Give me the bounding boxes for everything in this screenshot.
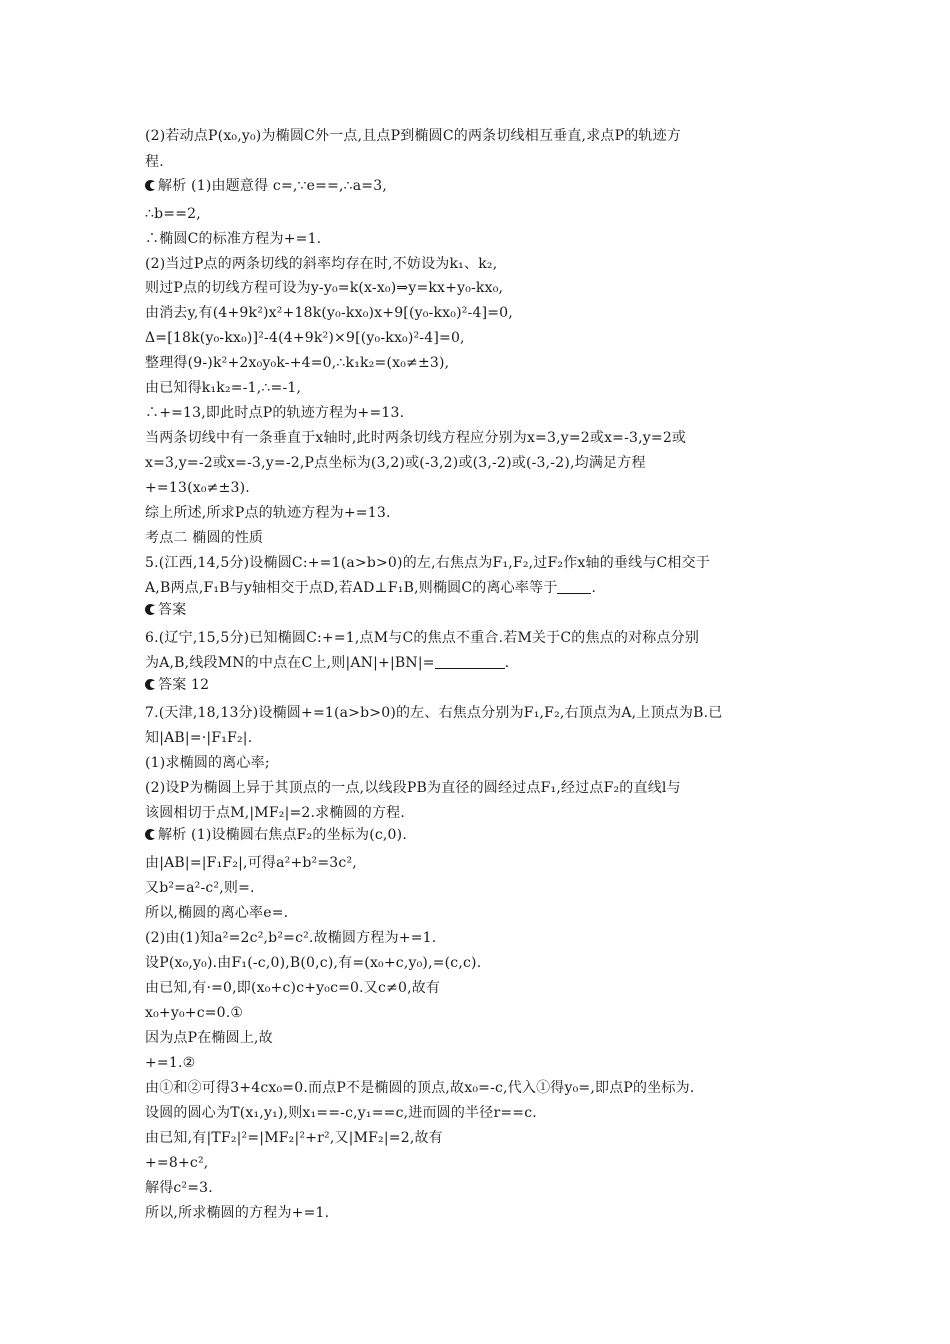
answer-blank bbox=[435, 654, 505, 669]
text-line bbox=[145, 1179, 213, 1197]
text-line bbox=[145, 230, 321, 248]
text-line bbox=[145, 954, 481, 972]
line-text: 答案 bbox=[158, 602, 187, 618]
text-line bbox=[145, 504, 391, 522]
text-line bbox=[145, 904, 288, 922]
line-text: 解析 (1)由题意得 c=,∵e==,∴a=3, bbox=[158, 178, 387, 194]
line-text: 综上所述,所求P点的轨迹方程为+=13. bbox=[145, 505, 391, 521]
line-text: (2)若动点P(x₀,y₀)为椭圆C外一点,且点P到椭圆C的两条切线相互垂直,求点P的轨迹方 bbox=[145, 128, 682, 144]
text-line bbox=[145, 676, 209, 694]
text-line bbox=[145, 929, 436, 947]
text-line bbox=[145, 1079, 694, 1097]
line-text: (1)求椭圆的离心率; bbox=[145, 755, 270, 771]
text-line bbox=[145, 205, 201, 223]
text-line bbox=[145, 804, 405, 822]
text-line bbox=[145, 754, 270, 772]
text-line bbox=[145, 529, 263, 547]
text-line bbox=[145, 454, 646, 472]
line-text: (2)当过P点的两条切线的斜率均存在时,不妨设为k₁、k₂, bbox=[145, 256, 498, 272]
line-text: 为A,B,线段MN的中点在C上,则|AN|+|BN|= bbox=[145, 655, 435, 671]
line-text: ∴+=13,即此时点P的轨迹方程为+=13. bbox=[145, 405, 405, 421]
text-line bbox=[145, 354, 449, 372]
line-text: 考点二 椭圆的性质 bbox=[145, 530, 264, 546]
line-text: 由①和②可得3+4cx₀=0.而点P不是椭圆的顶点,故x₀=-c,代入①得y₀=,即点P的坐标为. bbox=[145, 1080, 695, 1096]
text-line bbox=[145, 1129, 443, 1147]
line-text: 答案 12 bbox=[158, 677, 210, 693]
line-text: 由消去y,有(4+9k²)x²+18k(y₀-kx₀)x+9[(y₀-kx₀)²-4]=0, bbox=[145, 305, 513, 321]
text-line bbox=[145, 629, 699, 647]
text-line bbox=[145, 779, 681, 797]
line-text: 又b²=a²-c²,则=. bbox=[145, 880, 255, 896]
text-line bbox=[145, 1054, 195, 1072]
text-line bbox=[145, 429, 686, 447]
text-line bbox=[145, 654, 509, 672]
line-text: 当两条切线中有一条垂直于x轴时,此时两条切线方程应分别为x=3,y=2或x=-3,y=2或 bbox=[145, 430, 687, 446]
line-text: 整理得(9-)k²+2x₀y₀k-+4=0,∴k₁k₂=(x₀≠±3), bbox=[145, 355, 450, 371]
line-text-tail: . bbox=[591, 580, 597, 596]
line-text: 设P(x₀,y₀).由F₁(-c,0),B(0,c),有=(x₀+c,y₀),=(c,c). bbox=[145, 955, 482, 971]
text-line bbox=[145, 153, 164, 171]
line-text: 则过P点的切线方程可设为y-y₀=k(x-x₀)⇒y=kx+y₀-kx₀, bbox=[145, 280, 504, 296]
text-line bbox=[145, 1004, 243, 1022]
line-text: 解析 (1)设椭圆右焦点F₂的坐标为(c,0). bbox=[158, 827, 407, 843]
line-text: 由已知得k₁k₂=-1,∴=-1, bbox=[145, 380, 302, 396]
line-text: 该圆相切于点M,|MF₂|=2.求椭圆的方程. bbox=[145, 805, 406, 821]
text-line bbox=[145, 704, 722, 722]
line-text: ∴椭圆C的标准方程为+=1. bbox=[145, 231, 322, 247]
text-line bbox=[145, 554, 710, 572]
line-text: 知|AB|=·|F₁F₂|. bbox=[145, 730, 253, 746]
text-line bbox=[145, 479, 250, 497]
line-text: +=13(x₀≠±3). bbox=[145, 480, 250, 496]
line-text: 设圆的圆心为T(x₁,y₁),则x₁==-c,y₁==c,进而圆的半径r==c. bbox=[145, 1105, 537, 1121]
answer-blank bbox=[557, 579, 591, 594]
line-text-tail: . bbox=[504, 655, 510, 671]
text-line bbox=[145, 177, 387, 195]
line-text: 解得c²=3. bbox=[145, 1180, 213, 1196]
line-text: (2)由(1)知a²=2c²,b²=c².故椭圆方程为+=1. bbox=[145, 930, 437, 946]
text-line bbox=[145, 1204, 329, 1222]
text-line bbox=[145, 304, 513, 322]
line-text: 5.(江西,14,5分)设椭圆C:+=1(a>b>0)的左,右焦点为F₁,F₂,过F₂作x轴的垂线与C相交于 bbox=[145, 555, 711, 571]
line-text: x=3,y=-2或x=-3,y=-2,P点坐标为(3,2)或(-3,2)或(3,-2)或(-3,-2),均满足方程 bbox=[145, 455, 646, 471]
line-text: 由已知,有|TF₂|²=|MF₂|²+r²,又|MF₂|=2,故有 bbox=[145, 1130, 443, 1146]
line-text: A,B两点,F₁B与y轴相交于点D,若AD⊥F₁B,则椭圆C的离心率等于 bbox=[145, 580, 558, 596]
text-line bbox=[145, 127, 681, 145]
line-text: +=1.② bbox=[145, 1055, 196, 1071]
text-line bbox=[145, 255, 497, 273]
text-line bbox=[145, 729, 252, 747]
line-text: 6.(辽宁,15,5分)已知椭圆C:+=1,点M与C的焦点不重合.若M关于C的焦点的对称点分别 bbox=[145, 630, 700, 646]
text-line bbox=[145, 1104, 537, 1122]
text-line bbox=[145, 879, 255, 897]
text-line bbox=[145, 579, 596, 597]
line-text: Δ=[18k(y₀-kx₀)]²-4(4+9k²)×9[(y₀-kx₀)²-4]=0, bbox=[145, 330, 465, 346]
answer-marker-icon bbox=[145, 180, 156, 191]
line-text: 因为点P在椭圆上,故 bbox=[145, 1030, 273, 1046]
line-text: 程. bbox=[145, 154, 164, 170]
text-line bbox=[145, 826, 407, 844]
line-text: +=8+c², bbox=[145, 1155, 209, 1171]
text-line bbox=[145, 279, 503, 297]
text-line bbox=[145, 329, 465, 347]
text-line bbox=[145, 379, 301, 397]
text-line bbox=[145, 1154, 208, 1172]
line-text: x₀+y₀+c=0.① bbox=[145, 1005, 244, 1021]
line-text: 7.(天津,18,13分)设椭圆+=1(a>b>0)的左、右焦点分别为F₁,F₂,右顶点为A,上顶点为B.已 bbox=[145, 705, 723, 721]
line-text: (2)设P为椭圆上异于其顶点的一点,以线段PB为直径的圆经过点F₁,经过点F₂的直线l与 bbox=[145, 780, 681, 796]
text-line bbox=[145, 404, 404, 422]
line-text: 由已知,有·=0,即(x₀+c)c+y₀c=0.又c≠0,故有 bbox=[145, 980, 441, 996]
text-line bbox=[145, 979, 440, 997]
line-text: 由|AB|=|F₁F₂|,可得a²+b²=3c², bbox=[145, 855, 357, 871]
line-text: ∴b==2, bbox=[145, 206, 201, 222]
line-text: 所以,所求椭圆的方程为+=1. bbox=[145, 1205, 330, 1221]
text-line bbox=[145, 1029, 273, 1047]
answer-marker-icon bbox=[145, 604, 156, 615]
line-text: 所以,椭圆的离心率e=. bbox=[145, 905, 289, 921]
text-line bbox=[145, 601, 186, 619]
answer-marker-icon bbox=[145, 679, 156, 690]
answer-marker-icon bbox=[145, 829, 156, 840]
text-line bbox=[145, 854, 357, 872]
